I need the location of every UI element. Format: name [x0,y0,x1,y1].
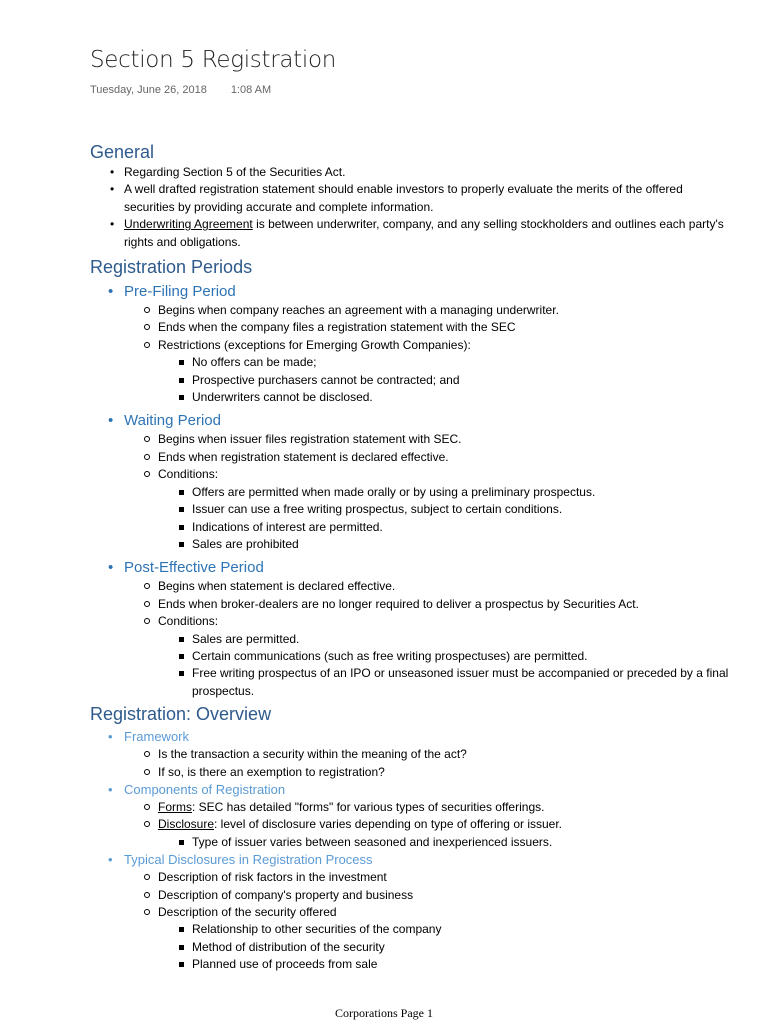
list-item: Free writing prospectus of an IPO or unseasoned issuer must be accompanied or preceded by a final prospectus. [90,665,730,700]
heading-registration-periods: Registration Periods [90,257,253,278]
list-item: Begins when statement is declared effective. [90,578,730,595]
list-item: Restrictions (exceptions for Emerging Growth Companies): [90,337,730,354]
list-item: Relationship to other securities of the company [90,921,730,938]
list-item-text: is between underwriter, company, and any selling stockholders and outlines each party's rights and obligations. [124,217,724,249]
list-item: Type of issuer varies between seasoned and inexperienced issuers. [90,834,730,851]
list-item: If so, is there an exemption to registration? [90,764,730,781]
list-item: Sales are prohibited [90,536,730,553]
list-item: Underwriters cannot be disclosed. [90,389,730,406]
list-item: Is the transaction a security within the meaning of the act? [90,746,730,763]
list-item-text: : SEC has detailed "forms" for various types of securities offerings. [192,799,545,814]
list-item: • Regarding Section 5 of the Securities Act. [90,164,730,181]
list-item: Method of distribution of the security [90,939,730,956]
list-item [90,216,730,251]
subheading-framework: • Framework [90,728,730,746]
list-item: Planned use of proceeds from sale [90,956,730,973]
page-datetime [90,84,271,96]
list-item: Sales are permitted. [90,631,730,648]
list-item: Indications of interest are permitted. [90,519,730,536]
list-item: Certain communications (such as free writing prospectuses) are permitted. [90,648,730,665]
underlined-term: Disclosure [158,817,215,832]
list-item: Conditions: [90,613,730,630]
list-item: Description of the security offered [90,904,730,921]
subheading-waiting-period: • Waiting Period [90,410,730,431]
subheading-pre-filing-period: • Pre-Filing Period [90,281,730,302]
list-item: Conditions: [90,466,730,483]
page-title: Section 5 Registration [90,47,337,73]
underlined-term: Underwriting Agreement [124,217,253,232]
list-item: Description of company's property and business [90,887,730,904]
list-item: Begins when company reaches an agreement with a managing underwriter. [90,302,730,319]
page-time: 1:08 AM [230,84,272,96]
list-item: Description of risk factors in the investment [90,869,730,886]
heading-registration-overview: Registration: Overview [90,704,272,725]
list-item: Begins when issuer files registration statement with SEC. [90,431,730,448]
page-date: Tuesday, June 26, 2018 [90,84,207,96]
list-item: No offers can be made; [90,354,730,371]
list-item: Ends when registration statement is declared effective. [90,449,730,466]
list-item: Offers are permitted when made orally or by using a preliminary prospectus. [90,484,730,501]
list-item: Ends when the company files a registration statement with the SEC [90,319,730,336]
list-item: Issuer can use a free writing prospectus, subject to certain conditions. [90,501,730,518]
subheading-typical-disclosures: • Typical Disclosures in Registration Process [90,851,730,869]
list-item: Ends when broker-dealers are no longer required to deliver a prospectus by Securities Act. [90,596,730,613]
underlined-term: Forms [158,799,192,814]
list-item [90,799,730,816]
subheading-components-of-registration: • Components of Registration [90,781,730,799]
note-body [90,140,730,974]
subheading-post-effective-period: • Post-Effective Period [90,557,730,578]
list-item: • A well drafted registration statement should enable investors to properly evaluate the merits of the offered securities by providing accurate and complete information. [90,181,730,216]
heading-general: General [90,142,155,162]
page-footer: Corporations Page 1 [335,1006,433,1020]
list-item-text: : level of disclosure varies depending on type of offering or issuer. [214,817,562,832]
list-item [90,816,730,833]
list-item: Prospective purchasers cannot be contracted; and [90,372,730,389]
